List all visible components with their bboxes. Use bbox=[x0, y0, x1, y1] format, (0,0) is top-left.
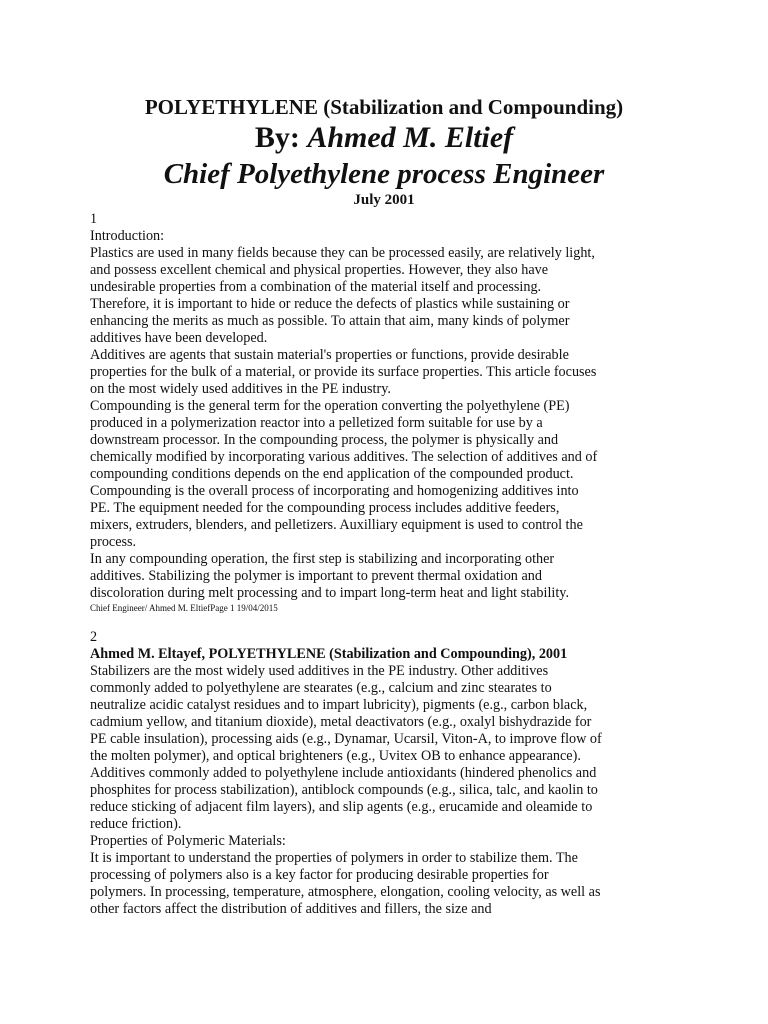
paragraph: Compounding is the general term for the operation converting the polyethylene (PE) produced in a polymerization reactor into a pelletized form suitable for use by a downstream processor. In the compounding process, the polymer is physically and chemically modified by incorporating various additives. The selection of additives and of compounding conditions depends on the end application of the compounded product. bbox=[90, 398, 598, 482]
document-date: July 2001 bbox=[353, 192, 415, 208]
section-2 bbox=[90, 629, 602, 918]
author-role: Chief Polyethylene process Engineer bbox=[163, 158, 605, 190]
running-head: Ahmed M. Eltayef, POLYETHYLENE (Stabilization and Compounding), 2001 bbox=[90, 646, 568, 662]
by-label: By: bbox=[254, 121, 308, 154]
section-1 bbox=[90, 211, 602, 614]
paragraph: It is important to understand the properties of polymers in order to stabilize them. The processing of polymers also is a key factor for producing desirable properties for polymers. In processing, temperature, atmosphere, elongation, cooling velocity, as well as other factors affect the distribution of additives and fillers, the size and bbox=[90, 850, 601, 917]
page-footer: Chief Engineer/ Ahmed M. EltiefPage 1 19/04/2015 bbox=[90, 603, 278, 613]
page-number: 2 bbox=[90, 629, 98, 645]
paragraph: Stabilizers are the most widely used additives in the PE industry. Other additives commonly added to polyethylene are stearates (e.g., calcium and zinc stearates to neutralize acidic catalyst residues and to impart lubricity), pigments (e.g., carbon black, cadmium yellow, and titanium dioxide), metal deactivators (e.g., oxalyl bishydrazide for PE cable insulation), processing aids (e.g., Dynamar, Ucarsil, Viton-A, to improve flow of the molten polymer), and optical brighteners (e.g., Uvitex OB to enhance appearance). Additives commonly added to polyethylene include antioxidants (hindered phenolics and phosphites for process stabilization), antiblock compounds (e.g., silica, talc, and kaolin to reduce sticking of adjacent film layers), and slip agents (e.g., erucamide and oleamide to reduce friction). bbox=[90, 663, 602, 832]
author-name: Ahmed M. Eltief bbox=[307, 121, 514, 154]
paragraph: Plastics are used in many fields because they can be processed easily, are relatively light, and possess excellent chemical and physical properties. However, they also have undesirable properties from a combination of the material itself and processing. Therefore, it is important to hide or reduce the defects of plastics while sustaining or enhancing the merits as much as possible. To attain that aim, many kinds of polymer additives have been developed. bbox=[90, 245, 595, 346]
document-title: POLYETHYLENE (Stabilization and Compounding) bbox=[144, 95, 624, 119]
section-heading: Properties of Polymeric Materials: bbox=[90, 833, 286, 849]
paragraph: Compounding is the overall process of incorporating and homogenizing additives into PE. The equipment needed for the compounding process includes additive feeders, mixers, extruders, blenders, and pelletizers. Auxilliary equipment is used to control the process. bbox=[90, 483, 583, 550]
author-byline bbox=[0, 120, 768, 156]
section-heading: Introduction: bbox=[90, 228, 165, 244]
page-number: 1 bbox=[90, 211, 98, 227]
paragraph: In any compounding operation, the first step is stabilizing and incorporating other additives. Stabilizing the polymer is important to prevent thermal oxidation and discoloration during melt processing and to impart long-term heat and light stability. bbox=[90, 551, 569, 601]
paragraph: Additives are agents that sustain material's properties or functions, provide desirable properties for the bulk of a material, or provide its surface properties. This article focuses on the most widely used additives in the PE industry. bbox=[90, 347, 597, 397]
